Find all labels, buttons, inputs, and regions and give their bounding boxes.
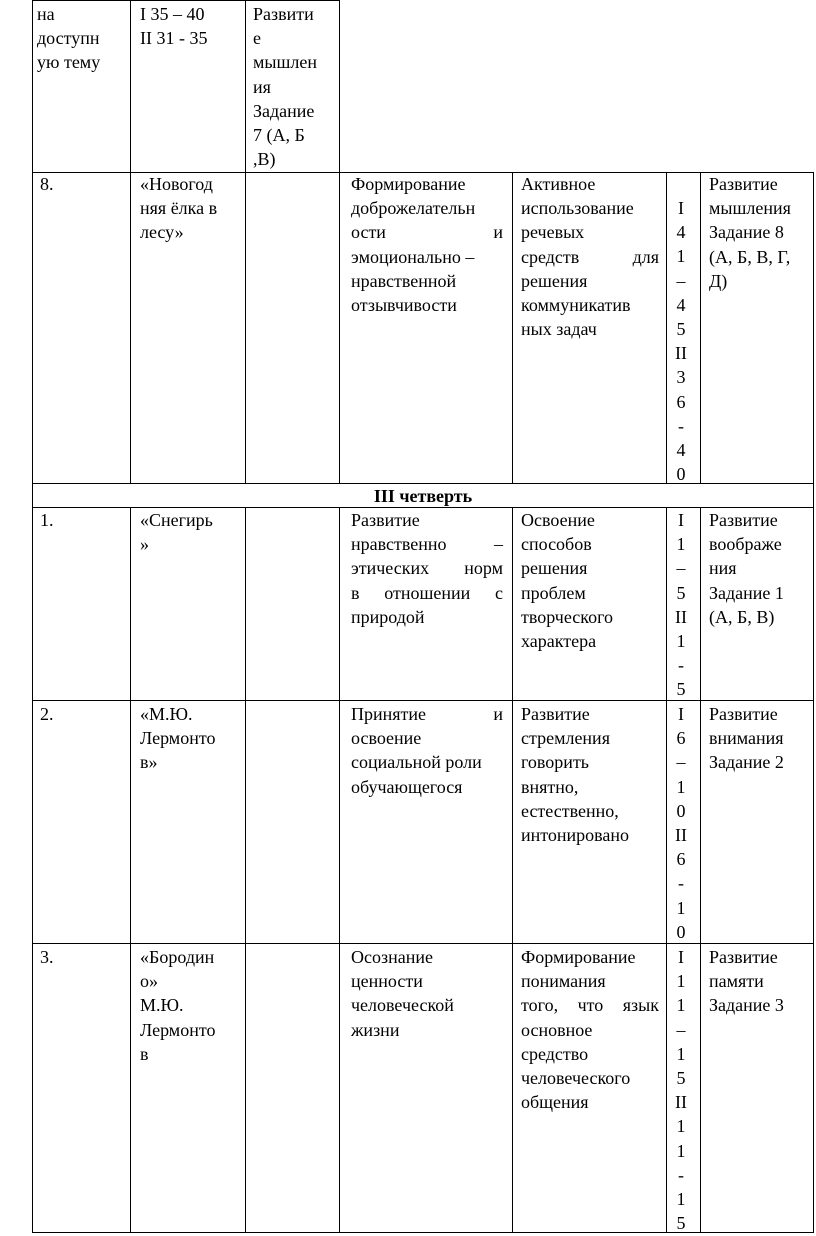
text-line: в» [140, 752, 158, 773]
text-line: решения [521, 558, 588, 579]
text-line: Развитие [709, 510, 778, 530]
row-personal [351, 172, 503, 317]
text-line: основное [521, 1019, 593, 1040]
text-line: говорить [521, 752, 590, 773]
text-line: характера [521, 631, 597, 652]
page-char: I [678, 510, 684, 530]
grid-line [32, 943, 814, 944]
grid-line [245, 172, 246, 483]
text-line: ных задач [521, 319, 597, 340]
text-line: ния [709, 558, 737, 579]
row-number: 2. [40, 704, 54, 724]
page-char: 1 [676, 897, 686, 918]
text-line: е [253, 28, 261, 49]
row-personal [351, 702, 503, 799]
grid-line [813, 172, 814, 1232]
text-line: Задание 3 [709, 995, 784, 1016]
text-line: стремления [521, 728, 610, 749]
page-char: I [678, 947, 684, 967]
text-line: ценности [351, 971, 423, 992]
page-char: 1 [676, 246, 686, 267]
text-line: Задание [253, 100, 315, 121]
text-line: Лермонто [140, 1019, 216, 1040]
text-line: понимания [521, 971, 606, 992]
text-line: этических норм [351, 558, 503, 579]
page-char: 5 [676, 319, 686, 340]
row-comm [521, 508, 659, 653]
text-line: ия [253, 76, 271, 97]
page-char: 1 [676, 1189, 686, 1210]
text-line: М.Ю. [140, 995, 184, 1016]
text-line: Развитие [521, 704, 590, 724]
text-line: I 35 – 40 [140, 4, 205, 24]
row-pages [671, 702, 691, 944]
page-char: II [675, 343, 687, 364]
page-char: 1 [676, 1043, 686, 1064]
text-line: «Снегирь [140, 510, 213, 530]
row-task [709, 172, 809, 293]
page-char: 1 [676, 995, 686, 1016]
grid-line [512, 507, 513, 1232]
grid-line [32, 0, 340, 1]
text-line: в отношении с [351, 582, 503, 603]
grid-line [339, 507, 340, 1232]
row-comm [521, 702, 659, 847]
text-line: 7 (А, Б [253, 125, 305, 146]
grid-line [130, 507, 131, 1232]
grid-line [245, 0, 246, 172]
text-line: Развитие [709, 704, 778, 724]
text-line: II 31 - 35 [140, 28, 208, 49]
grid-line [666, 172, 667, 483]
text-line: освоение [351, 728, 422, 749]
text-line: няя ёлка в [140, 198, 218, 219]
text-line: средство [521, 1043, 589, 1064]
row-personal [351, 945, 503, 1042]
text-line: человеческой [351, 995, 454, 1016]
text-line: лесу» [140, 222, 184, 243]
text-line: Формирование [351, 174, 466, 194]
page-char: 6 [676, 391, 686, 412]
text-line: Осознание [351, 947, 433, 967]
grid-line [700, 172, 701, 483]
text-line: мышлен [253, 52, 317, 73]
page-char: I [678, 704, 684, 724]
page-char: - [678, 873, 684, 894]
grid-line [339, 172, 340, 483]
page-char: 1 [676, 1140, 686, 1161]
page-char: – [676, 1019, 686, 1040]
page-char: – [676, 270, 686, 291]
text-line: того, что язык [521, 995, 659, 1016]
page-char: 1 [676, 1116, 686, 1137]
text-line: коммуникатив [521, 295, 631, 316]
text-line: Задание 1 [709, 582, 784, 603]
row-pages [671, 945, 691, 1235]
page-char: 5 [676, 1213, 686, 1234]
text-line: способов [521, 534, 592, 555]
text-line: человеческого [521, 1068, 631, 1089]
grid-line [512, 172, 513, 483]
text-line: общения [521, 1092, 589, 1113]
row-number: 3. [40, 947, 54, 967]
text-line: решения [521, 270, 588, 291]
page-char: 5 [676, 679, 686, 700]
row-title [140, 508, 240, 556]
text-line: проблем [521, 582, 586, 603]
text-line: «Новогод [140, 174, 213, 194]
text-line: доступн [37, 28, 100, 49]
row-title [140, 702, 240, 775]
row-title [140, 945, 240, 1066]
top-cell-col2 [140, 2, 240, 50]
grid-line [666, 507, 667, 1232]
page-char: – [676, 752, 686, 773]
page-char: 0 [676, 921, 686, 942]
page-char: II [675, 606, 687, 627]
text-line: отзывчивости [351, 295, 457, 316]
text-line: Развитие [709, 174, 778, 194]
text-line: «М.Ю. [140, 704, 193, 724]
text-line: «Бородин [140, 947, 215, 967]
text-line: природой [351, 606, 425, 627]
text-line: социальной роли [351, 752, 482, 773]
text-line: Развити [253, 4, 314, 24]
row-pages [671, 508, 691, 702]
row-task [709, 508, 809, 629]
text-line: обучающегося [351, 776, 463, 797]
text-line: эмоционально – [351, 246, 475, 267]
text-line: внимания [709, 728, 784, 749]
text-line: о» [140, 971, 158, 992]
text-line: (А, Б, В, Г, [709, 246, 791, 267]
grid-line [32, 1232, 814, 1233]
row-task [709, 702, 809, 775]
text-line: Активное [521, 174, 596, 194]
text-line: Развитие [709, 947, 778, 967]
page-char: II [675, 1092, 687, 1113]
grid-line [32, 700, 814, 701]
page-char: – [676, 558, 686, 579]
text-line: Д) [709, 270, 728, 291]
page-char: 6 [676, 728, 686, 749]
page-char: 0 [676, 464, 686, 485]
text-line: в [140, 1043, 149, 1064]
text-line: ,В) [253, 149, 276, 170]
text-line: речевых [521, 222, 585, 243]
text-line: на [37, 4, 55, 24]
page-char: - [678, 1164, 684, 1185]
text-line: (А, Б, В) [709, 606, 775, 627]
text-line: ости и [351, 222, 503, 243]
page-char: - [678, 415, 684, 436]
grid-line [245, 507, 246, 1232]
page-char: I [678, 198, 684, 218]
page-char: 1 [676, 776, 686, 797]
text-line: Формирование [521, 947, 636, 967]
text-line: нравственно – [351, 534, 503, 555]
page-char: 1 [676, 971, 686, 992]
text-line: Задание 2 [709, 752, 784, 773]
row-task [709, 945, 809, 1018]
text-line: ую тему [37, 52, 101, 73]
page-char: II [675, 825, 687, 846]
text-line: внятно, [521, 776, 579, 797]
text-line: Лермонто [140, 728, 216, 749]
top-cell-col1 [37, 2, 125, 75]
page-char: 0 [676, 800, 686, 821]
row-personal [351, 508, 503, 629]
text-line: жизни [351, 1019, 400, 1040]
text-line: естественно, [521, 800, 619, 821]
page-char: 1 [676, 534, 686, 555]
page-char: 4 [676, 222, 686, 243]
grid-line [130, 172, 131, 483]
text-line: Развитие [351, 510, 420, 530]
text-line: использование [521, 198, 634, 219]
page-char: 6 [676, 849, 686, 870]
grid-line [32, 0, 33, 1232]
page-char: 5 [676, 582, 686, 603]
text-line: нравственной [351, 270, 457, 291]
text-line: Принятие и [351, 704, 503, 724]
text-line: мышления [709, 198, 791, 219]
grid-line [339, 0, 340, 172]
row-comm [521, 945, 659, 1114]
page-char: 4 [676, 294, 686, 315]
page-char: 5 [676, 1068, 686, 1089]
page-char: 4 [676, 440, 686, 461]
row-pages [671, 196, 691, 486]
grid-line [700, 507, 701, 1232]
row-title [140, 172, 240, 245]
text-line: » [140, 534, 149, 555]
text-line: Задание 8 [709, 222, 784, 243]
row-number: 1. [40, 510, 54, 530]
text-line: Освоение [521, 510, 595, 530]
row-number: 8. [40, 174, 54, 194]
row-comm [521, 172, 659, 341]
page-char: 1 [676, 631, 686, 652]
text-line: воображе [709, 534, 782, 555]
text-line: средств для [521, 246, 659, 267]
page-char: 3 [676, 367, 686, 388]
text-line: памяти [709, 971, 764, 992]
grid-line [130, 0, 131, 172]
text-line: доброжелательн [351, 198, 476, 219]
page-char: - [678, 655, 684, 676]
text-line: творческого [521, 606, 614, 627]
section-title: III четверть [373, 486, 473, 506]
text-line: интонировано [521, 825, 630, 846]
top-cell-col3 [253, 2, 335, 171]
